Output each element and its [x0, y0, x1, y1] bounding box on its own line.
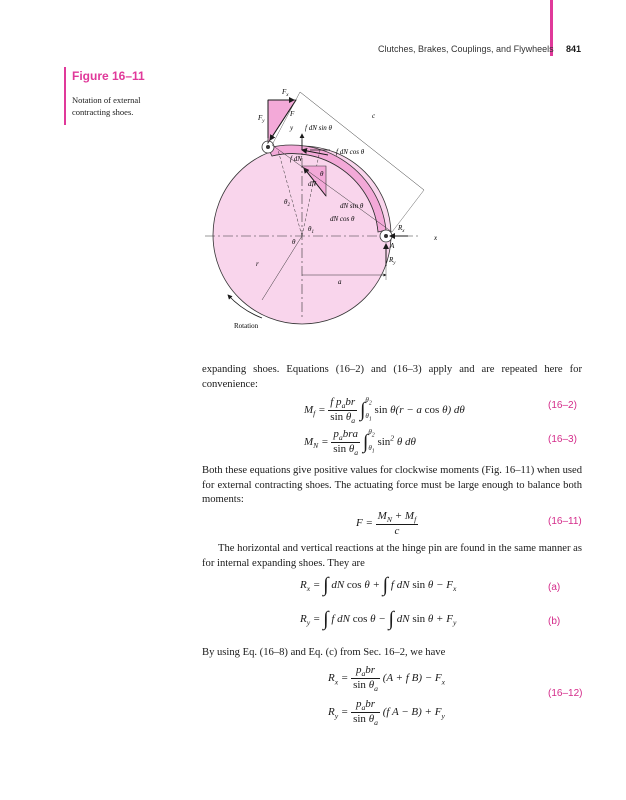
equation-number-16-3: (16–3): [548, 434, 577, 445]
equation-number-16-11: (16–11): [548, 516, 582, 527]
label-dN: dN: [308, 180, 317, 188]
label-theta1: $\theta_1$: [308, 225, 314, 235]
label-f-dN-cos: f dN cos θ: [336, 148, 365, 156]
label-Ry: $R_y$: [389, 256, 396, 266]
label-A: A: [390, 242, 395, 250]
label-f-dN-sin: f dN sin θ: [305, 124, 332, 132]
figure-label: Figure 16–11: [72, 69, 145, 83]
equation-b: $R_y$ = ∫ f dN cos θ − ∫ dN $\sin \theta + F_y$: [300, 608, 457, 630]
equation-16-11: F = $\frac{M_N + M_f}{c}$: [356, 510, 417, 538]
label-F: F: [290, 110, 295, 118]
label-dN-sin: dN sin θ: [340, 202, 364, 210]
equation-number-a: (a): [548, 582, 561, 593]
label-y: y: [290, 124, 294, 132]
label-Rx: $R_x$: [398, 224, 405, 234]
figure-caption: Notation of external contracting shoes.: [72, 95, 141, 117]
running-title: Clutches, Brakes, Couplings, and Flywheels: [378, 44, 554, 54]
paragraph-4: By using Eq. (16–8) and Eq. (c) from Sec. 16–2, we have: [202, 647, 446, 658]
equation-number-16-12: (16–12): [548, 688, 583, 699]
label-c: c: [372, 112, 376, 120]
label-theta: θ: [320, 170, 324, 178]
equation-16-2: $M_f$ = $\frac{f p_abr}{\sin \theta_a}$ $\int\theta_2$ $\theta_1$ sin θ(r − a cos θ) dθ: [304, 395, 465, 426]
label-f-dN: f dN: [290, 155, 302, 163]
equation-number-16-2: (16–2): [548, 400, 577, 411]
equation-number-b: (b): [548, 616, 561, 627]
label-Fy: $F_y$: [258, 114, 265, 124]
label-Fx: $F_x$: [282, 88, 289, 98]
equation-16-3: $M_N$ = $\frac{p_abra}{\sin \theta_a}$ $\int\theta_2$ $\theta_1$ $\sin^2 \theta$ dθ: [304, 427, 416, 458]
page-number: 841: [566, 44, 582, 54]
paragraph-3: The horizontal and vertical reactions at the hinge pin are found in the same manner as for internal expanding shoes. They are: [202, 543, 582, 569]
paragraph-1: expanding shoes. Equations (16–2) and (16–3) apply and are repeated here for convenience:: [202, 364, 582, 390]
equation-a: $R_x$ = ∫ dN cos θ + ∫ f dN $\sin \theta - F_x$: [300, 574, 457, 596]
label-a: a: [338, 278, 342, 286]
label-theta-small: θ: [292, 238, 296, 246]
label-x: x: [434, 234, 438, 242]
label-dN-cos: dN cos θ: [330, 215, 355, 223]
brake-diagram: [0, 0, 626, 360]
actuating-pin-center: [266, 145, 270, 149]
equation-16-12-rx: $R_x$ = $\frac{p_abr}{\sin \theta_a}$ (A + f $B) - F_x$: [328, 664, 446, 694]
paragraph-2: Both these equations give positive values for clockwise moments (Fig. 16–11) when used for external contracting shoes. The actuating force must be large enough to balance both moments:: [202, 465, 582, 505]
label-r: r: [256, 260, 259, 268]
label-theta2: $\theta_2$: [284, 198, 290, 208]
equation-16-12-ry: $R_y$ = $\frac{p_abr}{\sin \theta_a}$ (f $A - B) + F_y$: [328, 698, 445, 728]
label-rotation: Rotation: [234, 322, 259, 330]
hinge-pin-center: [384, 234, 388, 238]
